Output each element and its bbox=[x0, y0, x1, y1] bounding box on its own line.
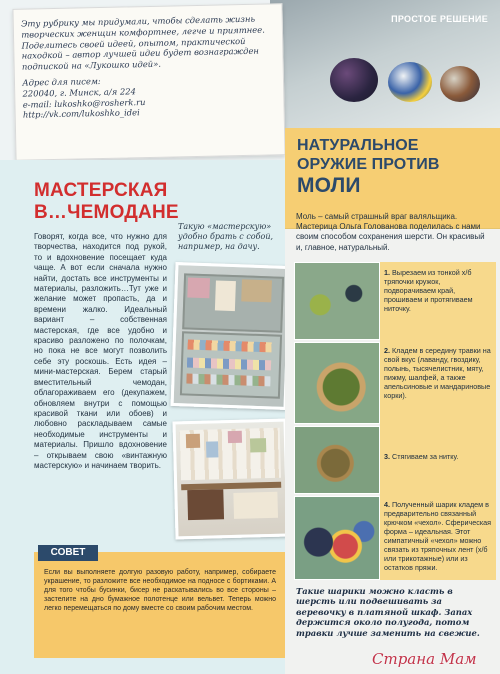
yarn-ball-2 bbox=[388, 62, 432, 102]
step-4-number: 4. bbox=[384, 500, 390, 509]
step-1-number: 1. bbox=[384, 268, 390, 277]
step-3-text: Стягиваем за нитку. bbox=[392, 452, 459, 461]
suitcase-item bbox=[215, 280, 236, 311]
pinned-card bbox=[186, 434, 200, 448]
suitcase-workshop-photo bbox=[171, 262, 292, 410]
left-title-line2: В…ЧЕМОДАНЕ bbox=[34, 202, 179, 223]
suitcase-item bbox=[241, 279, 272, 302]
step-2 bbox=[384, 346, 492, 400]
note-intro: Эту рубрику мы придумали, чтобы сделать жизнь творческих женщин комфортнее, легче и приятнее. Поделитесь своей идеей, опытом, практической находкой – автор лучшей идеи будет вознагражден подпиской на «Лукошко идей». bbox=[20, 13, 265, 72]
pinned-card bbox=[228, 431, 242, 443]
step-1 bbox=[384, 268, 492, 313]
pinned-card bbox=[250, 438, 266, 452]
drawer-unit bbox=[187, 489, 224, 520]
right-article-title bbox=[297, 136, 497, 198]
right-bottom-note: Такие шарики можно класть в шерсть или подвешивать за веревочку в платяной шкаф. Запах держится около полугода, потом травки лучше заменить на свежие. bbox=[296, 586, 480, 638]
section-tag: ПРОСТОЕ РЕШЕНИЕ bbox=[391, 14, 488, 24]
step-4-text: Полученный шарик кладем в предварительно связанный крючком «чехол». Сферическая форма – идеальная. Этот симпатичный «чехол» можно связать из тряпочных лент (х/б или трикотажные) или из остатков пряжи. bbox=[384, 500, 492, 572]
note-vk-link[interactable]: http://vk.com/lukoshko_idei bbox=[22, 107, 140, 121]
desk-workspace-photo bbox=[172, 419, 289, 540]
right-article-intro: Моль – самый страшный враг валяльщика. Мастерица Ольга Голованова поделилась с нами своим способом сохранения шерсти. Он красивый и, главное, натуральный. bbox=[296, 212, 485, 252]
note-email: e-mail: lukoshko@rosherk.ru bbox=[22, 96, 146, 110]
tip-text: Если вы выполняете долгую разовую работу, например, собираете украшение, то разложите все необходимое на подносе с бортиками. А для того чтобы бусинки, бисер не раскатывались во все стороны – застелите на дно бумажное полотенце или вельвет. Теперь можно легко перемещаться по дому вместе со своим рабочим местом. bbox=[44, 569, 276, 612]
suitcase-item bbox=[187, 277, 210, 298]
step-3-photo bbox=[294, 426, 380, 494]
tip-label: СОВЕТ bbox=[38, 545, 98, 561]
step-2-number: 2. bbox=[384, 346, 390, 355]
left-article-body: Говорят, когда все, что нужно для творчества, находится под рукой, то и вдохновение посещает куда чаще. А вот если сначала нужно найти, достать все инструменты и материалы, разложить…Тут уже и желание может пропасть, да и времени жалко. Идеальный вариант – собственная мастерская, где все удобно и красиво разложено по полочкам, но пока не все могут позволить себе эту роскошь. Есть идея – мини-мастерская. Берем старый вместительный чемодан, облагораживаем его (декупажем, обновляем внутри с помощью красивой ткани или обоев) и любовно раскладываем самые необходимые инструменты и материалы. Пришло вдохновение – открываем свою «винтажную мастерскую» и начинаем творить. bbox=[34, 232, 167, 470]
site-watermark: Страна Мам bbox=[372, 650, 477, 668]
right-title-line1: НАТУРАЛЬНОЕ bbox=[297, 137, 419, 154]
step-3-number: 3. bbox=[384, 452, 390, 461]
note-address-label: Адрес для писем: bbox=[22, 75, 101, 88]
yarn-ball-3 bbox=[440, 66, 480, 102]
note-address: 220040, г. Минск, а/я 224 bbox=[22, 86, 136, 99]
step-3 bbox=[384, 452, 492, 461]
step-4 bbox=[384, 500, 492, 572]
right-title-line3: МОЛИ bbox=[297, 174, 361, 197]
step-2-photo bbox=[294, 342, 380, 424]
suitcase-handnote: Такую «мастерскую» удобно брать с собой, например, на дачу. bbox=[178, 222, 274, 251]
step-1-text: Вырезаем из тонкой х/б тряпочки кружок, подворачиваем край, прошиваем и протягиваем ниточку. bbox=[384, 268, 473, 313]
yarn-balls-photo bbox=[270, 0, 500, 128]
left-article-title bbox=[34, 180, 179, 224]
step-2-text: Кладем в середину травки на свой вкус (лаванду, гвоздику, полынь, тысячелистник, мяту, пижму, шалфей, а также апельсиновые и мандариновые корки). bbox=[384, 346, 491, 400]
yarn-ball-1 bbox=[330, 58, 378, 102]
desk-surface bbox=[233, 492, 278, 519]
pinned-card bbox=[206, 441, 218, 457]
step-1-photo bbox=[294, 262, 380, 340]
editorial-note bbox=[21, 13, 275, 120]
right-title-line2: ОРУЖИЕ ПРОТИВ bbox=[297, 156, 440, 173]
step-4-photo bbox=[294, 496, 380, 580]
left-title-line1: МАСТЕРСКАЯ bbox=[34, 180, 168, 201]
